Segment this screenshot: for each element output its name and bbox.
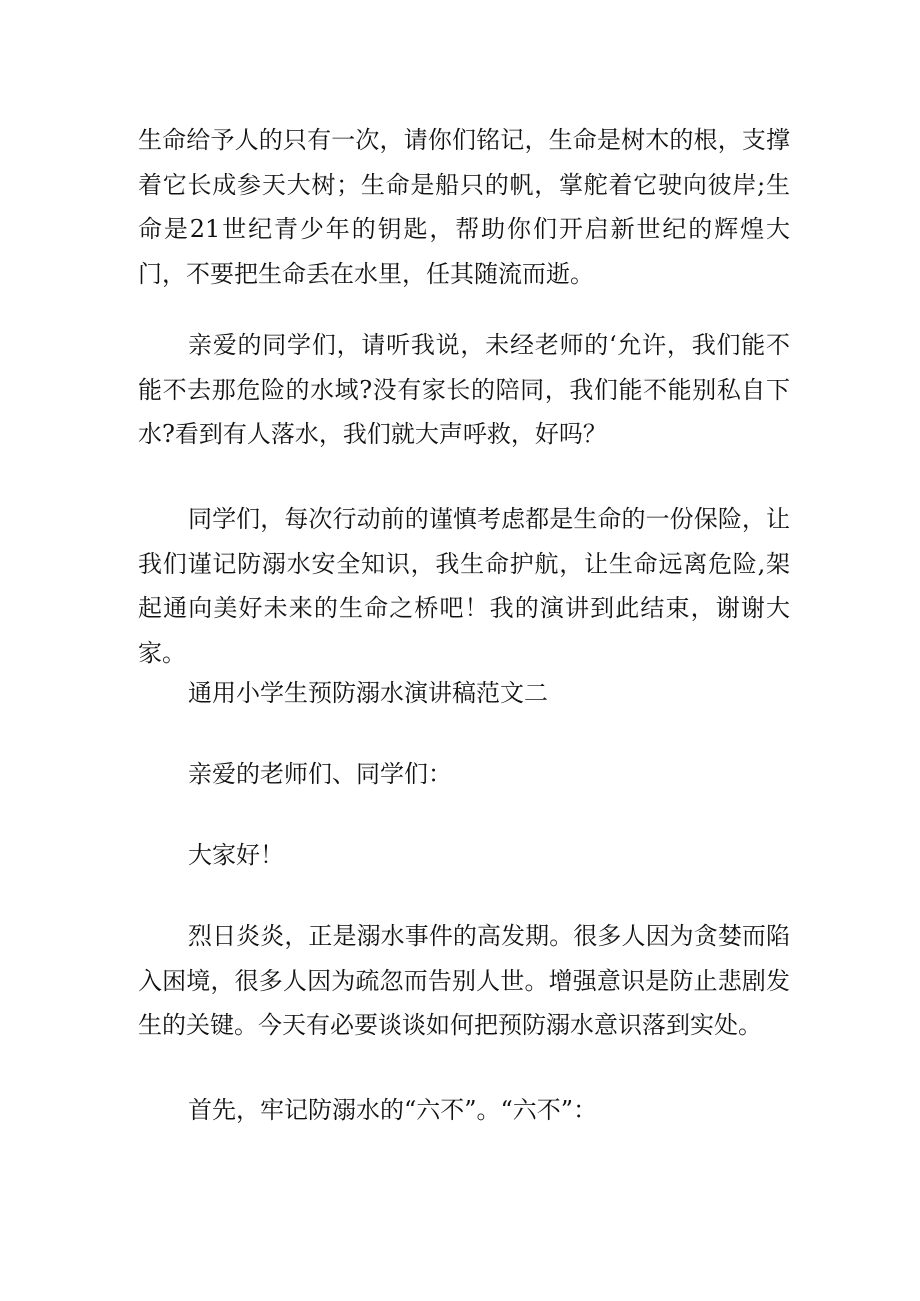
salutation: 亲爱的老师们、同学们： bbox=[188, 760, 452, 788]
greeting: 大家好！ bbox=[188, 841, 284, 869]
paragraph-closing-remarks: 同学们，每次行动前的谨慎考虑都是生命的一份保险，让我们谨记防溺水安全知识，我生命护航，让生命远离危险,架起通向美好未来的生命之桥吧！我的演讲到此结束，谢谢大家。 bbox=[138, 505, 790, 667]
paragraph-six-nots: 首先，牢记防溺水的“六不”。“六不”： bbox=[188, 1096, 598, 1124]
paragraph-summer-warning: 烈日炎炎，正是溺水事件的高发期。很多人因为贪婪而陷入困境，很多人因为疏忽而告别人世。增强意识是防止悲剧发生的关键。今天有必要谈谈如何把预防溺水意识落到实处。 bbox=[138, 922, 790, 1039]
paragraph-life-metaphor: 生命给予人的只有一次，请你们铭记，生命是树木的根，支撑着它长成参天大树；生命是船只的帆，掌舵着它驶向彼岸;生命是21世纪青少年的钥匙，帮助你们开启新世纪的辉煌大门，不要把生命丢在水里，任其随流而逝。 bbox=[138, 126, 790, 288]
paragraph-appeal-to-students: 亲爱的同学们，请听我说，未经老师的‘允许，我们能不能不去那危险的水域?没有家长的陪同，我们能不能别私自下水?看到有人落水，我们就大声呼救，好吗？ bbox=[138, 331, 790, 448]
section-title: 通用小学生预防溺水演讲稿范文二 bbox=[188, 679, 548, 707]
